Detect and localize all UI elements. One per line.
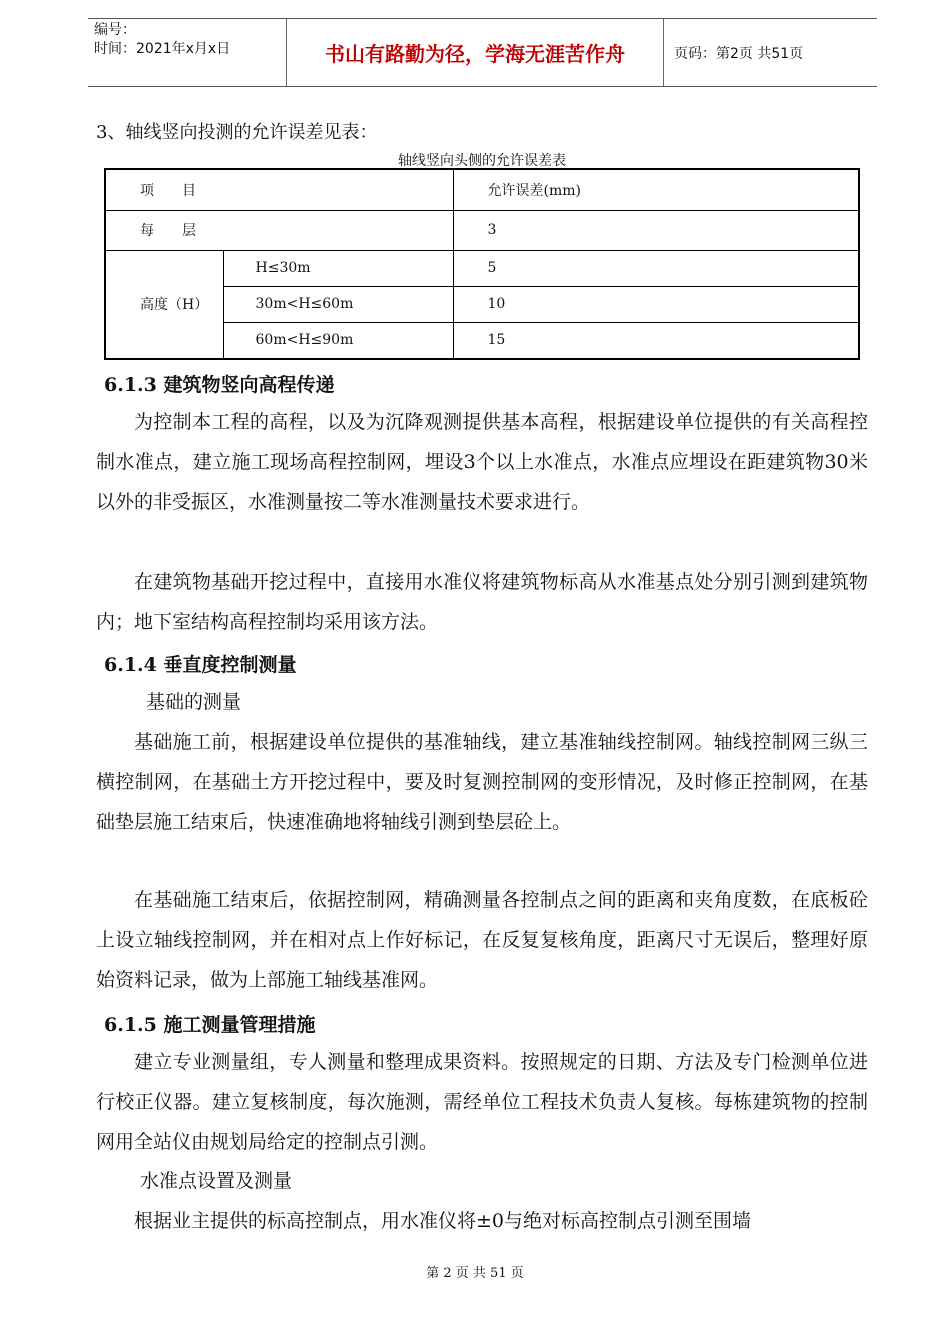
time-label: 时间：2021年x月x日 bbox=[94, 41, 231, 57]
section-heading: 6.1.4 垂直度控制测量 bbox=[104, 654, 297, 676]
row-range: H≤30m bbox=[223, 250, 453, 286]
header-tolerance: 允许误差(mm) bbox=[453, 169, 859, 210]
header-motto: 书山有路勤为径，学海无涯苦作舟 bbox=[286, 19, 664, 86]
table-intro: 3、轴线竖向投测的允许误差见表： bbox=[96, 122, 378, 143]
page-footer: 第 2 页 共 51 页 bbox=[426, 1266, 524, 1281]
header-item: 项 目 bbox=[105, 169, 453, 210]
row-label: 每 层 bbox=[105, 210, 453, 250]
table-header-row bbox=[105, 169, 859, 210]
header-page-number: 页码：第2页 共51页 bbox=[674, 45, 804, 62]
row-value: 15 bbox=[453, 322, 859, 359]
height-label: 高度（H） bbox=[105, 250, 223, 359]
row-range: 30m<H≤60m bbox=[223, 286, 453, 322]
sub-heading: 水准点设置及测量 bbox=[140, 1170, 293, 1192]
paragraph: 建立专业测量组，专人测量和整理成果资料。按照规定的日期、方法及专门检测单位进行校正仪器。建立复核制度，每次施测，需经单位工程技术负责人复核。每栋建筑物的控制网用全站仪由规划局给定的控制点引测。 bbox=[96, 1051, 868, 1153]
table-caption: 轴线竖向头侧的允许误差表 bbox=[398, 153, 566, 169]
paragraph: 在建筑物基础开挖过程中，直接用水准仪将建筑物标高从水准基点处分别引测到建筑物内；地下室结构高程控制均采用该方法。 bbox=[96, 571, 868, 633]
paragraph: 根据业主提供的标高控制点，用水准仪将±0与绝对标高控制点引测至围墙 bbox=[134, 1210, 752, 1232]
tolerance-table bbox=[104, 168, 860, 360]
section-heading: 6.1.5 施工测量管理措施 bbox=[104, 1014, 316, 1036]
paragraph: 在基础施工结束后，依据控制网，精确测量各控制点之间的距离和夹角度数，在底板砼上设立轴线控制网，并在相对点上作好标记，在反复复核角度，距离尺寸无误后，整理好原始资料记录，做为上部施工轴线基准网。 bbox=[96, 889, 868, 991]
header-meta bbox=[88, 19, 286, 86]
paragraph: 为控制本工程的高程，以及为沉降观测提供基本高程，根据建设单位提供的有关高程控制水准点，建立施工现场高程控制网，埋设3个以上水准点，水准点应埋设在距建筑物30米以外的非受振区，水准测量按二等水准测量技术要求进行。 bbox=[96, 411, 868, 513]
table-row bbox=[105, 250, 859, 286]
row-range: 60m<H≤90m bbox=[223, 322, 453, 359]
row-value: 3 bbox=[453, 210, 859, 250]
row-value: 10 bbox=[453, 286, 859, 322]
sub-heading: 基础的测量 bbox=[146, 691, 242, 713]
row-value: 5 bbox=[453, 250, 859, 286]
number-label: 编号： bbox=[94, 22, 136, 38]
section-heading: 6.1.3 建筑物竖向高程传递 bbox=[104, 374, 335, 396]
paragraph: 基础施工前，根据建设单位提供的基准轴线，建立基准轴线控制网。轴线控制网三纵三横控制网，在基础土方开挖过程中，要及时复测控制网的变形情况，及时修正控制网，在基础垫层施工结束后，快速准确地将轴线引测到垫层砼上。 bbox=[96, 731, 868, 833]
page-header bbox=[88, 18, 877, 87]
table-row bbox=[105, 210, 859, 250]
